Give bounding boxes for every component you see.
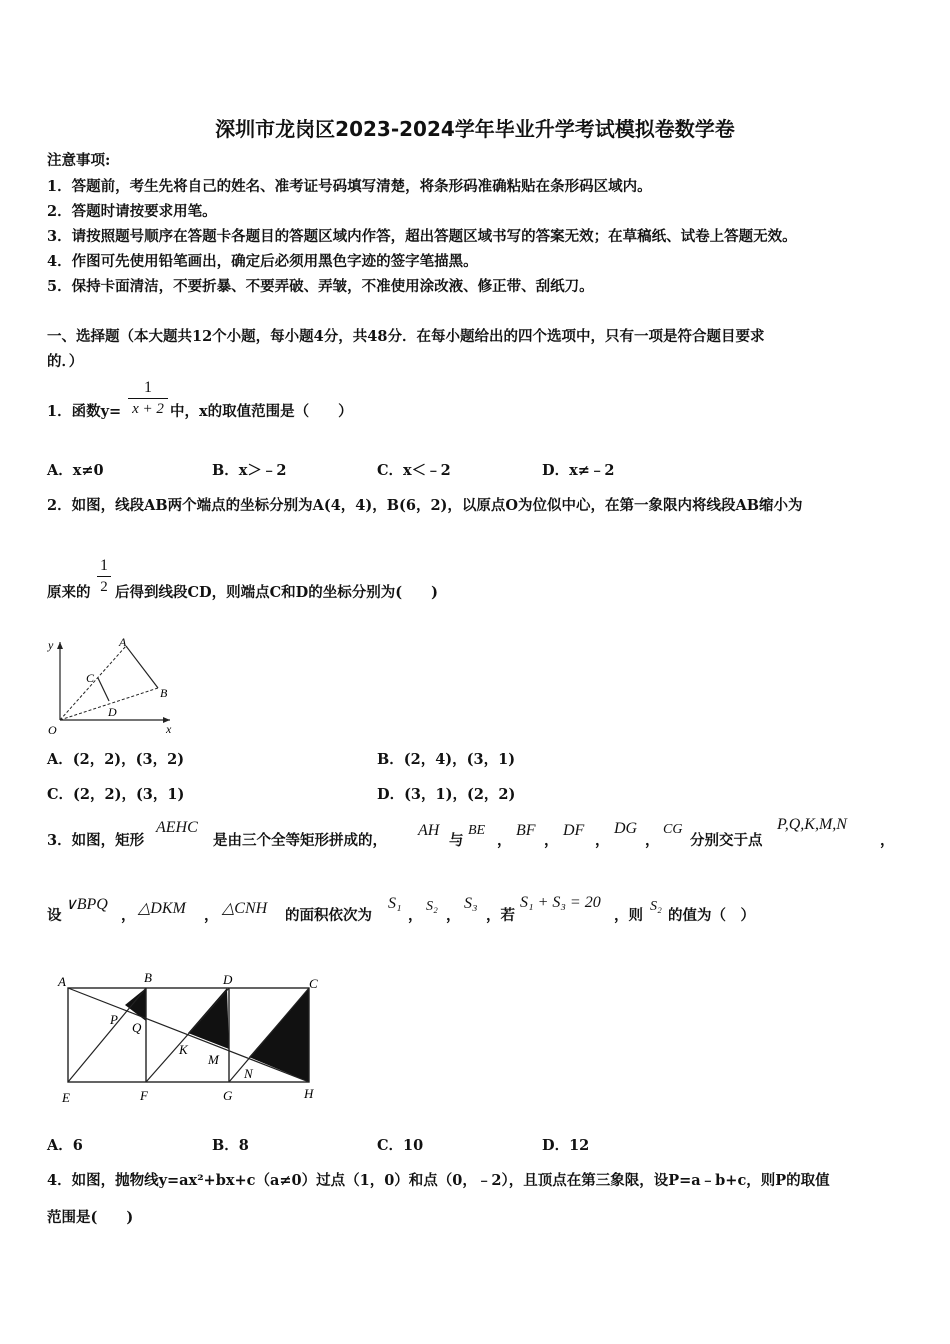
q2-fig-label-c: C xyxy=(86,671,95,685)
notice-heading: 注意事项: xyxy=(47,152,111,169)
q3-fig-label-k: K xyxy=(179,1042,188,1057)
q3-option-a[interactable]: A．6 xyxy=(47,1137,83,1154)
q3-fig-label-c: C xyxy=(309,976,318,991)
q3-math-sum: S₁ + S₃ = 20 xyxy=(520,894,601,911)
q3-math-bpq: ∨BPQ xyxy=(65,896,108,913)
q4-line1: 4．如图，抛物线y=ax²+bx+c（a≠0）过点（1，0）和点（0，﹣2），且顶点在第三象限，设P=a﹣b+c，则P的取值 xyxy=(47,1172,830,1189)
q2-fig-label-a: A xyxy=(119,635,127,649)
q3-math-be: BE xyxy=(468,823,486,838)
q3-option-b[interactable]: B．8 xyxy=(212,1137,249,1154)
q3-text-3: 与 xyxy=(449,832,464,849)
notice-item-3: 3．请按照题号顺序在答题卡各题目的答题区域内作答，超出答题区域书写的答案无效；在草稿纸、试卷上答题无效。 xyxy=(47,228,797,245)
q3-text-4: 分别交于点 xyxy=(690,832,763,849)
q1-option-a[interactable]: A．x≠0 xyxy=(47,462,104,479)
q3-sep-4: ， xyxy=(645,832,660,849)
q3-text-6: 设 xyxy=(47,907,62,924)
q3-text-7: 的面积依次为 xyxy=(285,907,372,924)
q3-math-cnh: △CNH xyxy=(222,900,268,917)
q3-text-5: ， xyxy=(880,832,895,849)
q2-prefix: 原来的 xyxy=(47,584,91,601)
q3-fig-label-e: E xyxy=(62,1090,70,1105)
q3-fig-label-d: D xyxy=(223,972,233,987)
q3-option-c[interactable]: C．10 xyxy=(377,1137,424,1154)
q1-option-c[interactable]: C．x＜﹣2 xyxy=(377,462,451,479)
q1-suffix: 中，x的取值范围是（ ） xyxy=(170,403,353,420)
q1-prefix: 1．函数y= xyxy=(47,403,122,420)
q3-text-8: ，若 xyxy=(486,907,515,924)
q4-line2: 范围是( ) xyxy=(47,1209,134,1226)
q1-option-d[interactable]: D．x≠﹣2 xyxy=(542,462,615,479)
q3-fig-label-g: G xyxy=(223,1088,233,1103)
q1-option-b[interactable]: B．x＞﹣2 xyxy=(212,462,287,479)
q3-math-s3: S₃ xyxy=(464,895,478,912)
notice-item-5: 5．保持卡面清洁，不要折暴、不要弄破、弄皱，不准使用涂改液、修正带、刮纸刀。 xyxy=(47,278,594,295)
q3-fig-label-n: N xyxy=(244,1066,253,1081)
q3-figure xyxy=(42,966,332,1106)
q2-fig-label-x: x xyxy=(166,722,172,736)
q3-math-dkm: △DKM xyxy=(138,900,186,917)
q3-math-ah: AH xyxy=(418,822,440,839)
q3-math-cg: CG xyxy=(663,822,683,837)
q2-fraction xyxy=(97,556,111,597)
q3-fig-label-f: F xyxy=(140,1088,148,1103)
q3-text-1: 3．如图，矩形 xyxy=(47,832,145,849)
q2-fig-label-b: B xyxy=(160,686,168,700)
q3-math-aehc: AEHC xyxy=(156,819,198,836)
q3-sep-1: ， xyxy=(497,832,512,849)
q3-fig-label-b: B xyxy=(144,970,152,985)
q3-fig-label-h: H xyxy=(304,1086,314,1101)
q1-frac-denominator: x + 2 xyxy=(132,401,164,417)
q3-sep-3: ， xyxy=(595,832,610,849)
q2-option-a[interactable]: A．(2，2)，(3，2) xyxy=(47,751,185,768)
q2-fig-label-d: D xyxy=(108,705,117,719)
q3-math-s2: S₂ xyxy=(426,899,438,914)
q2-frac-numerator: 1 xyxy=(100,557,108,574)
q2-fig-label-o: O xyxy=(48,723,57,737)
q3-math-s2-b: S₂ xyxy=(650,899,662,914)
q1-fraction xyxy=(128,378,168,419)
section-heading-line1: 一、选择题（本大题共12个小题，每小题4分，共48分．在每小题给出的四个选项中，只有一项是符合题目要求 xyxy=(47,328,765,345)
q3-sep-5: ， xyxy=(121,907,136,924)
section-heading-line2: 的．） xyxy=(47,353,84,370)
q2-option-d[interactable]: D．(3，1)，(2，2) xyxy=(377,786,516,803)
notice-item-1: 1．答题前，考生先将自己的姓名、准考证号码填写清楚，将条形码准确粘贴在条形码区域内。 xyxy=(47,178,652,195)
notice-item-2: 2．答题时请按要求用笔。 xyxy=(47,203,217,220)
q3-math-points: P,Q,K,M,N xyxy=(777,816,847,833)
q3-sep-6: ， xyxy=(204,907,219,924)
q3-text-9: ，则 xyxy=(614,907,643,924)
q3-math-df: DF xyxy=(563,822,585,839)
q3-math-s1: S₁ xyxy=(388,895,402,912)
q3-text-2: 是由三个全等矩形拼成的， xyxy=(213,832,387,849)
q3-math-bf: BF xyxy=(516,822,536,839)
page-title: 深圳市龙岗区2023-2024学年毕业升学考试模拟卷数学卷 xyxy=(215,117,735,141)
q3-fig-label-m: M xyxy=(208,1052,219,1067)
q2-figure xyxy=(42,636,182,736)
q2-fig-label-y: y xyxy=(48,638,54,652)
q3-fig-label-a: A xyxy=(58,974,66,989)
q1-frac-numerator: 1 xyxy=(144,379,152,396)
q2-suffix: 后得到线段CD，则端点C和D的坐标分别为( ) xyxy=(115,584,438,601)
q2-option-c[interactable]: C．(2，2)，(3，1) xyxy=(47,786,185,803)
notice-item-4: 4．作图可先使用铅笔画出，确定后必须用黑色字迹的签字笔描黑。 xyxy=(47,253,478,270)
q3-sep-8: ， xyxy=(446,907,461,924)
q3-sep-2: ， xyxy=(544,832,559,849)
q3-fig-label-q: Q xyxy=(132,1020,142,1035)
q3-math-dg: DG xyxy=(614,820,638,837)
q3-fig-label-p: P xyxy=(110,1012,118,1027)
q3-text-10: 的值为（ ） xyxy=(668,907,755,924)
q2-line1: 2．如图，线段AB两个端点的坐标分别为A(4，4)，B(6，2)，以原点O为位似中心，在第一象限内将线段AB缩小为 xyxy=(47,497,803,514)
q3-sep-7: ， xyxy=(408,907,423,924)
q2-option-b[interactable]: B．(2，4)，(3，1) xyxy=(377,751,516,768)
q3-option-d[interactable]: D．12 xyxy=(542,1137,590,1154)
q2-frac-denominator: 2 xyxy=(100,579,108,595)
